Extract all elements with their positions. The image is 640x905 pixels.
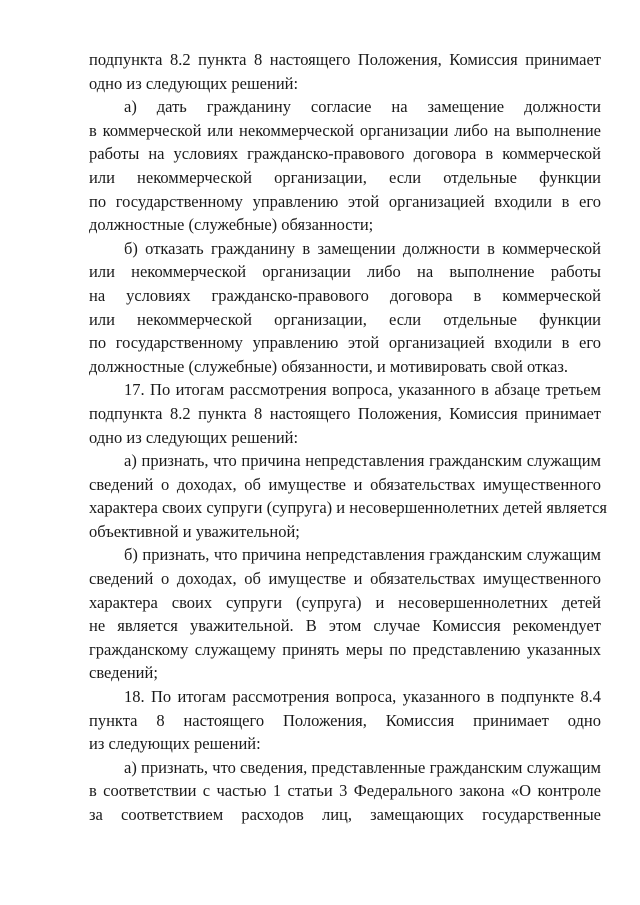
text-line: б) признать, что причина непредставления гражданским служащим <box>124 545 601 565</box>
text-line: или некоммерческой организации, если отдельные функции <box>89 167 601 187</box>
text-line: подпункта 8.2 пункта 8 настоящего Положения, Комиссия принимает <box>89 403 601 423</box>
text-line: из следующих решений: <box>89 734 261 754</box>
text-line: пункта 8 настоящего Положения, Комиссия принимает одно <box>89 710 601 730</box>
text-line: по государственному управлению этой организацией входили в его <box>89 333 601 353</box>
text-line: одно из следующих решений: <box>89 427 299 447</box>
text-line: гражданскому служащему принять меры по представлению указанных <box>89 639 601 659</box>
text-line: 17. По итогам рассмотрения вопроса, указанного в абзаце третьем <box>124 380 601 400</box>
text-line: или некоммерческой организации либо на выполнение работы <box>89 262 601 282</box>
text-line: подпункта 8.2 пункта 8 настоящего Положения, Комиссия принимает <box>89 50 601 69</box>
text-line: характера своих супруги (супруга) и несовершеннолетних детей <box>89 592 601 612</box>
text-line: сведений о доходах, об имуществе и обязательствах имущественного <box>89 569 601 589</box>
text-line: в коммерческой или некоммерческой организации либо на выполнение <box>89 120 601 140</box>
text-line: а) признать, что причина непредставления гражданским служащим <box>124 451 601 471</box>
text-line: а) дать гражданину согласие на замещение должности <box>124 97 601 117</box>
text-line: 18. По итогам рассмотрения вопроса, указанного в подпункте 8.4 <box>124 687 601 707</box>
text-line: в соответствии с частью 1 статьи 3 Федерального закона «О контроле <box>89 781 601 801</box>
text-line: по государственному управлению этой организацией входили в его <box>89 191 601 211</box>
text-line: должностные (служебные) обязанности; <box>89 215 374 235</box>
text-line: работы на условиях гражданско-правового договора в коммерческой <box>89 144 601 164</box>
paragraph <box>89 237 601 379</box>
paragraph <box>89 756 601 827</box>
paragraph <box>89 95 601 237</box>
text-line: а) признать, что сведения, представленные гражданским служащим <box>124 757 601 777</box>
text-line: характера своих супруги (супруга) и несовершеннолетних детей является <box>89 498 608 518</box>
text-line: не является уважительной. В этом случае Комиссия рекомендует <box>89 616 601 636</box>
text-line: сведений; <box>89 663 158 683</box>
paragraph <box>89 48 601 95</box>
text-line: сведений о доходах, об имуществе и обязательствах имущественного <box>89 474 601 494</box>
paragraph <box>89 685 601 756</box>
paragraph <box>89 449 608 543</box>
paragraph <box>89 543 601 685</box>
text-line: объективной и уважительной; <box>89 521 300 541</box>
text-line: или некоммерческой организации, если отдельные функции <box>89 309 601 329</box>
text-line: б) отказать гражданину в замещении должности в коммерческой <box>124 238 601 258</box>
text-line: за соответствием расходов лиц, замещающих государственные <box>89 805 601 824</box>
text-line: одно из следующих решений: <box>89 73 299 93</box>
text-line: на условиях гражданско-правового договора в коммерческой <box>89 285 601 305</box>
document-page <box>89 48 608 827</box>
paragraph <box>89 378 601 449</box>
text-line: должностные (служебные) обязанности, и мотивировать свой отказ. <box>89 356 568 376</box>
